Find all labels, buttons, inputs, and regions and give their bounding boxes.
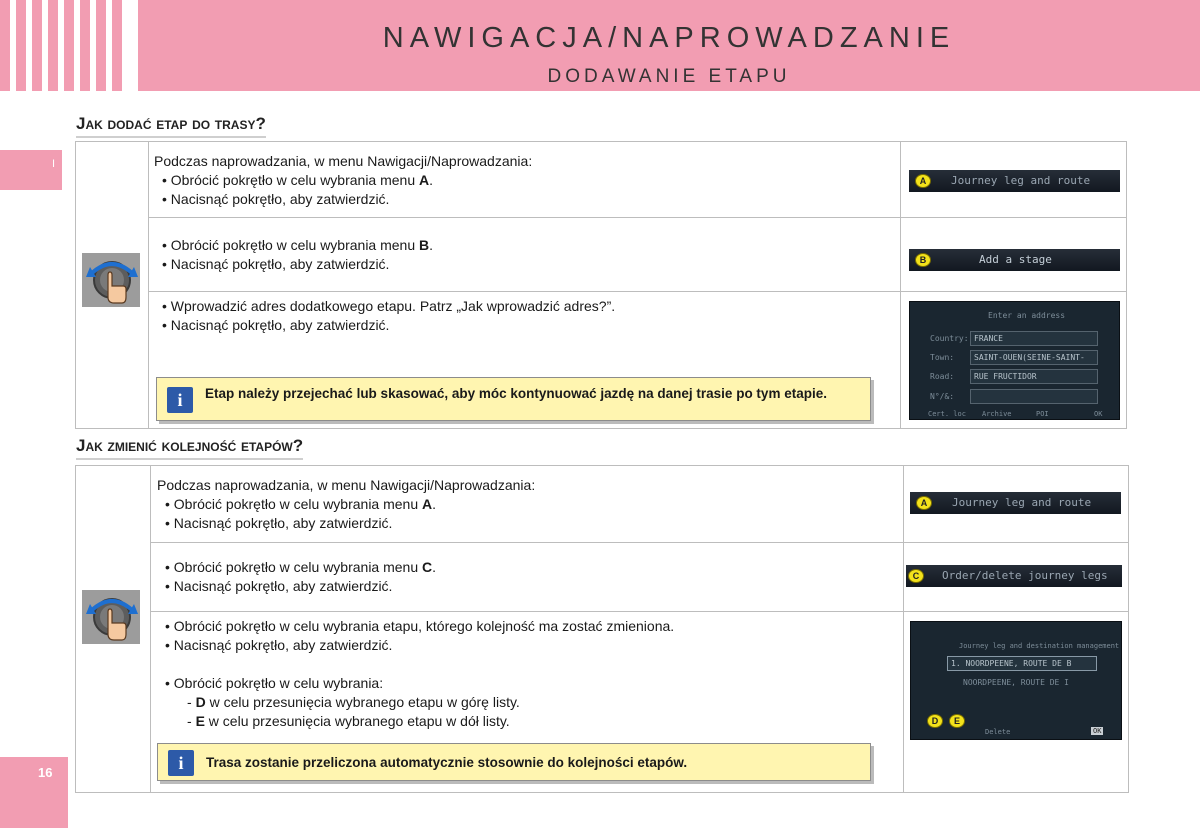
s2-row2-text [157, 558, 897, 596]
s1-row3-bullet2: • Nacisnąć pokrętło, aby zatwierdzić. [154, 316, 894, 335]
s2-row3-bullet1: • Obrócić pokrętło w celu wybrania etapu, którego kolejność ma zostać zmieniona. [157, 617, 897, 636]
page-title: NAWIGACJA/NAPROWADZANIE [382, 22, 956, 54]
s1-info-note [156, 377, 871, 421]
scr-order-ok: OK [1093, 727, 1102, 735]
s1-info-note-text: Etap należy przejechać lub skasować, aby móc kontynuować jazdę na danej trasie po tym etapie. [205, 386, 827, 401]
s2-row3-bullet3: • Obrócić pokrętło w celu wybrania: [157, 674, 897, 693]
s1-row1-bullet1: • Obrócić pokrętło w celu wybrania menu A. [154, 171, 894, 190]
s2-row3-dash-e: - E w celu przesunięcia wybranego etapu w dół listy. [157, 712, 897, 731]
scr-country-label: Country: [930, 334, 969, 343]
scr-btn-1: Cert. loc [928, 410, 966, 418]
s2-menu-c-label: Order/delete journey legs [942, 569, 1108, 582]
badge-c: C [908, 569, 924, 583]
scr-order-delete: Delete [985, 728, 1011, 736]
scr-order-item2: NOORDPEENE, ROUTE DE I [963, 678, 1069, 687]
s1-address-screen [909, 301, 1120, 420]
s1-row1-text [154, 152, 894, 209]
scr-btn-3: POI [1036, 410, 1049, 418]
scr-btn-4: OK [1094, 410, 1103, 418]
s2-order-screen [910, 621, 1122, 740]
scr-country-field: FRANCE [970, 331, 1098, 346]
page-number-tab [0, 757, 68, 828]
s2-row1-intro: Podczas naprowadzania, w menu Nawigacji/Naprowadzania: [157, 477, 536, 493]
scr-order-item1: 1. NOORDPEENE, ROUTE DE B [947, 656, 1097, 671]
scr-town-label: Town: [930, 353, 955, 362]
s2-info-note [157, 743, 871, 781]
section1-heading: Jak dodać etap do trasy? [76, 114, 266, 133]
scr-order-title: Journey leg and destination management [959, 642, 1120, 650]
section2-table [75, 465, 1129, 793]
s2-info-note-text: Trasa zostanie przeliczona automatycznie stosownie do kolejności etapów. [206, 755, 688, 770]
badge-d: D [927, 714, 943, 728]
badge-e: E [949, 714, 965, 728]
s1-row3-text [154, 297, 894, 335]
chapter-tab [0, 150, 62, 190]
s1-row1-bullet2: • Nacisnąć pokrętło, aby zatwierdzić. [154, 190, 894, 209]
scr-road-field: RUE FRUCTIDOR [970, 369, 1098, 384]
page-header [0, 0, 1200, 91]
rotary-knob-icon [82, 590, 140, 644]
s2-row1-text [157, 476, 897, 533]
scr-address-title: Enter an address [988, 311, 1066, 320]
header-stripes [0, 0, 140, 91]
info-icon: i [167, 387, 193, 413]
scr-number-field [970, 389, 1098, 404]
scr-number-label: N°/&: [930, 392, 955, 401]
s1-row2-text [154, 236, 894, 274]
s2-row2-bullet1: • Obrócić pokrętło w celu wybrania menu C. [157, 558, 897, 577]
s2-menu-a-label: Journey leg and route [952, 496, 1092, 509]
s1-menu-a-label: Journey leg and route [951, 174, 1091, 187]
s2-menu-c-screen [906, 565, 1122, 587]
section1-table [75, 141, 1127, 429]
scr-town-field: SAINT-OUEN(SEINE-SAINT- [970, 350, 1098, 365]
s1-row3-bullet1: • Wprowadzić adres dodatkowego etapu. Patrz „Jak wprowadzić adres?”. [154, 297, 894, 316]
page-number: 16 [38, 765, 53, 780]
page-subtitle: DODAWANIE ETAPU [547, 66, 791, 87]
s1-row2-bullet1: • Obrócić pokrętło w celu wybrania menu B. [154, 236, 894, 255]
s2-row1-bullet2: • Nacisnąć pokrętło, aby zatwierdzić. [157, 514, 897, 533]
scr-road-label: Road: [930, 372, 955, 381]
s1-row2-bullet2: • Nacisnąć pokrętło, aby zatwierdzić. [154, 255, 894, 274]
scr-btn-2: Archive [982, 410, 1012, 418]
s2-menu-a-screen [910, 492, 1121, 514]
s1-menu-a-screen [909, 170, 1120, 192]
badge-a: A [916, 496, 932, 510]
s2-row3-dash-d: - D w celu przesunięcia wybranego etapu w górę listy. [157, 693, 897, 712]
badge-a: A [915, 174, 931, 188]
rotary-knob-icon [82, 253, 140, 307]
chapter-tab-label: I [52, 158, 56, 170]
badge-b: B [915, 253, 931, 267]
info-icon: i [168, 750, 194, 776]
s2-row1-bullet1: • Obrócić pokrętło w celu wybrania menu A. [157, 495, 897, 514]
s2-row3-text [157, 617, 897, 731]
s1-menu-b-label: Add a stage [979, 253, 1052, 266]
s1-row1-intro: Podczas naprowadzania, w menu Nawigacji/Naprowadzania: [154, 153, 533, 169]
s1-menu-b-screen [909, 249, 1120, 271]
section2-heading: Jak zmienić kolejność etapów? [76, 436, 304, 455]
s2-row3-bullet2: • Nacisnąć pokrętło, aby zatwierdzić. [157, 636, 897, 655]
s2-row2-bullet2: • Nacisnąć pokrętło, aby zatwierdzić. [157, 577, 897, 596]
